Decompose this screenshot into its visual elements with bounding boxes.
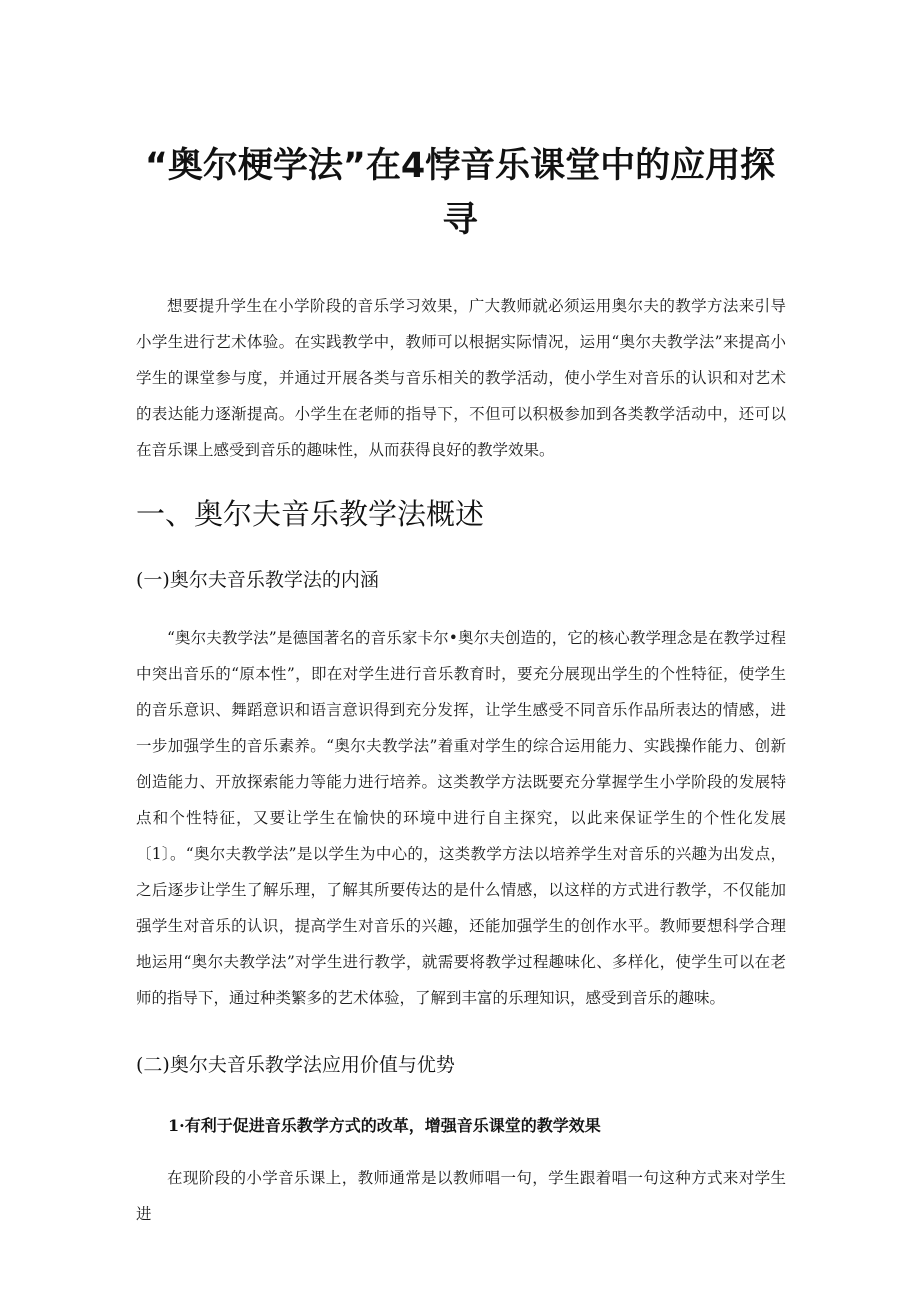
document-title-line-1: “奥尔梗学法”在4悖音乐课堂中的应用探 xyxy=(144,146,776,186)
intro-paragraph: 想要提升学生在小学阶段的音乐学习效果，广大教师就必须运用奥尔夫的教学方法来引导小学生进行艺术体验。在实践教学中，教师可以根据实际情况，运用“奥尔夫教学法”来提高小学生的课堂参与度，并通过开展各类与音乐相关的教学活动，使小学生对音乐的认识和对艺术的表达能力逐渐提高。小学生在老师的指导下，不但可以积极参加到各类教学活动中，还可以在音乐课上感受到音乐的趣味性，从而获得良好的教学效果。 xyxy=(136,297,786,459)
point-heading-1: 1·有利于促进音乐教学方式的改革，增强音乐课堂的教学效果 xyxy=(168,1116,601,1135)
subsection-heading-2: (二)奥尔夫音乐教学法应用价值与优势 xyxy=(136,1054,455,1076)
document-title-line-2: 寻 xyxy=(442,200,478,240)
subsection-heading-1: (一)奥尔夫音乐教学法的内涵 xyxy=(136,569,379,591)
subsection-1-paragraph: “奥尔夫教学法”是德国著名的音乐家卡尔•奥尔夫创造的，它的核心教学理念是在教学过程中突出音乐的“原本性”，即在对学生进行音乐教育时，要充分展现出学生的个性特征，使学生的音乐意识、舞蹈意识和语言意识得到充分发挥，让学生感受不同音乐作品所表达的情感，进一步加强学生的音乐素养。“奥尔夫教学法”着重对学生的综合运用能力、实践操作能力、创新创造能力、开放探索能力等能力进行培养。这类教学方法既要充分掌握学生小学阶段的发展特点和个性特征，又要让学生在愉快的环境中进行自主探究，以此来保证学生的个性化发展〔1〕。“奥尔夫教学法”是以学生为中心的，这类教学方法以培养学生对音乐的兴趣为出发点，之后逐步让学生了解乐理，了解其所要传达的是什么情感，以这样的方式进行教学，不仅能加强学生对音乐的认识，提高学生对音乐的兴趣，还能加强学生的创作水平。教师要想科学合理地运用“奥尔夫教学法”对学生进行教学，就需要将教学过程趣味化、多样化，使学生可以在老师的指导下，通过种类繁多的艺术体验，了解到丰富的乐理知识，感受到音乐的趣味。 xyxy=(136,629,786,1007)
point-1-paragraph: 在现阶段的小学音乐课上，教师通常是以教师唱一句，学生跟着唱一句这种方式来对学生进 xyxy=(136,1169,786,1223)
section-heading-1: 一、奥尔夫音乐教学法概述 xyxy=(136,497,485,531)
